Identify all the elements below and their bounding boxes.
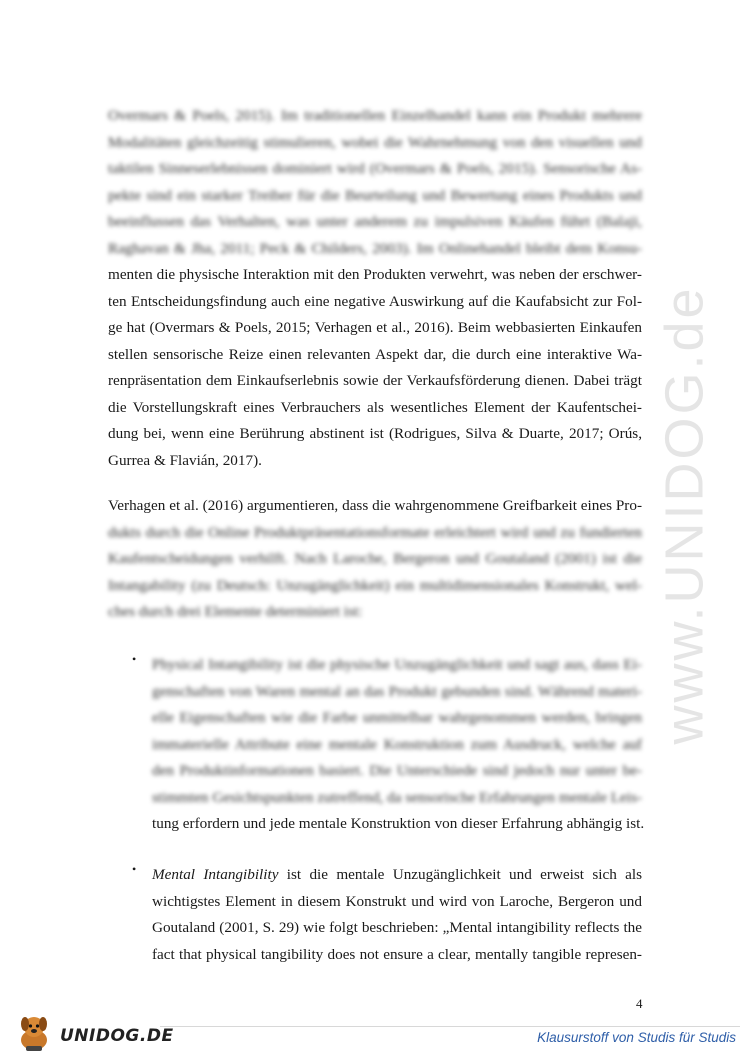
text-line: fact that physical tangibility does not ensure a clear, mentally tangible represen- <box>152 945 642 963</box>
blurred-line: taktilen Sinneserlebnissen dominiert wird (Overmars & Poels, 2015). Sensorische As- <box>108 160 642 177</box>
text-fragment: ist die mentale Unzugänglichkeit und erweist sich als <box>278 866 642 883</box>
text-line: ten Entscheidungsfindung auch eine negative Auswirkung auf die Kaufabsicht zur Fol- <box>108 292 642 310</box>
blurred-section-3 <box>152 652 642 811</box>
blurred-section-2 <box>108 520 642 626</box>
text-line: Goutaland (2001, S. 29) wie folgt beschrieben: „Mental intangibility reflects the <box>152 919 642 936</box>
blurred-line: Intangability (zu Deutsch: Unzugänglichkeit) ein multidimensionales Konstrukt, wel- <box>108 576 642 594</box>
page-number: 4 <box>636 996 643 1011</box>
paragraph-1 <box>108 103 642 474</box>
paragraph-2 <box>108 493 642 626</box>
text-line: renpräsentation dem Einkaufserlebnis sowie der Verkaufsförderung dienen. Dabei trägt <box>108 372 642 389</box>
text-line: stellen sensorische Reize einen relevanten Aspekt dar, die durch eine interaktive Wa- <box>108 345 642 363</box>
blurred-line: Raghavan & Jha, 2011; Peck & Childers, 2003). Im Onlinehandel bleibt dem Konsu- <box>108 239 642 257</box>
text-line: wichtigstes Element in diesem Konstrukt und wird von Laroche, Bergeron und <box>152 892 642 910</box>
term-mental-intangibility: Mental Intangibility <box>152 866 279 883</box>
blurred-line: stimmten Gesichtspunkten zutreffend, da sensorische Erfahrungen mentale Leis- <box>152 788 642 806</box>
blurred-line: Modalitäten gleichzeitig stimulieren, wobei die Wahrnehmung von den visuellen und <box>108 133 642 151</box>
blurred-line: pekte sind ein starker Treiber für die Beurteilung und Bewertung eines Produkts und <box>108 186 642 204</box>
footer-tagline: Klausurstoff von Studis für Studis <box>537 1030 736 1045</box>
blurred-line: ches durch drei Elemente determiniert ist: <box>108 603 363 620</box>
bullet-icon: • <box>132 652 137 666</box>
watermark-text: www.UNIDOG.de <box>655 285 715 745</box>
blurred-line: Overmars & Poels, 2015). Im traditionellen Einzelhandel kann ein Produkt mehrere <box>108 107 642 124</box>
blurred-line: Kaufentscheidungen verhilft. Nach Laroche, Bergeron und Goutaland (2001) ist die <box>108 550 642 567</box>
text-line: Gurrea & Flavián, 2017). <box>108 451 262 469</box>
bullet-text <box>152 652 645 838</box>
unidog-logo <box>12 1010 174 1056</box>
text-line: tung erfordern und jede mentale Konstruktion von dieser Erfahrung abhängig ist. <box>152 815 645 832</box>
text-line: die Vorstellungskraft eines Verbrauchers als wesentliches Element der Kaufentschei- <box>108 398 642 416</box>
watermark <box>640 280 730 750</box>
text-line <box>152 862 642 889</box>
blurred-line: dukts durch die Online Produktpräsentationsformate erleichtert wird und zu fundierten <box>108 523 642 541</box>
blurred-line: Physical Intangibility ist die physische Unzugänglichkeit und sagt aus, dass Ei- <box>152 656 642 673</box>
bullet-icon: • <box>132 862 137 876</box>
text-line: Verhagen et al. (2016) argumentieren, dass die wahrgenommene Greifbarkeit eines Pro- <box>108 497 642 514</box>
logo-text: UNIDOG.DE <box>60 1026 174 1046</box>
blurred-line: den Produktinformationen basiert. Die Unterschiede sind jedoch nur unter be- <box>152 762 642 779</box>
footer-divider <box>160 1026 740 1027</box>
text-line: ge hat (Overmars & Poels, 2015; Verhagen et al., 2016). Beim webbasierten Einkaufen <box>108 319 642 336</box>
bullet-text <box>152 862 642 968</box>
blurred-line: beeinflussen das Verhalten, was unter anderem zu impulsiven Käufen führt (Balaji, <box>108 213 642 230</box>
blurred-line: elle Eigenschaften wie die Farbe unmittelbar wahrgenommen werden, bringen <box>152 709 642 726</box>
dog-mascot-icon <box>12 1010 56 1054</box>
blurred-line: immaterielle Attribute eine mentale Konstruktion zum Ausdruck, welche auf <box>152 735 642 753</box>
blurred-section-1 <box>108 103 642 262</box>
blurred-line: genschaften von Waren mental an das Produkt gebunden sind. Während materi- <box>152 682 642 700</box>
text-line: dung bei, wenn eine Berührung abstinent ist (Rodrigues, Silva & Duarte, 2017; Orús, <box>108 425 642 442</box>
text-line: menten die physische Interaktion mit den Produkten verwehrt, was neben der erschwer- <box>108 266 642 283</box>
